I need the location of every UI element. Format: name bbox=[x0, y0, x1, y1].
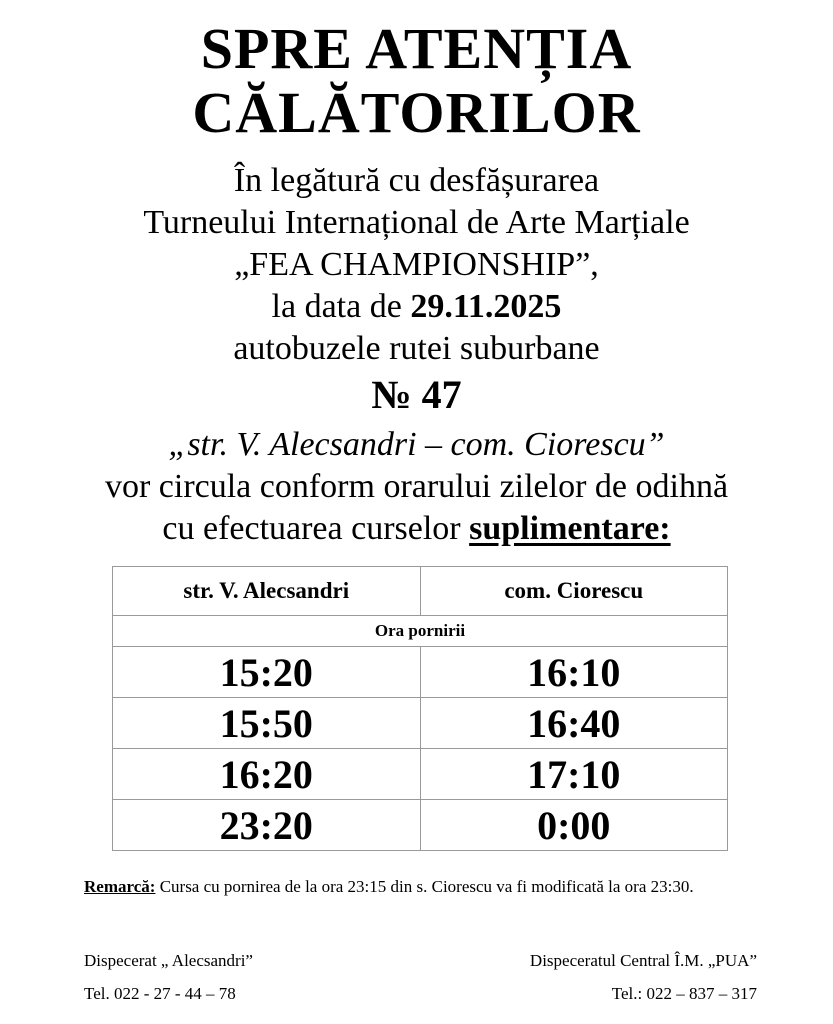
title-line-1: SPRE ATENȚIA bbox=[200, 16, 633, 81]
footer-left-phone: Tel. 022 - 27 - 44 – 78 bbox=[84, 984, 236, 1003]
departure-time-alecsandri: 16:20 bbox=[113, 749, 421, 800]
notice-line-7 bbox=[0, 508, 833, 550]
notice-line-1: În legătură cu desfășurarea bbox=[233, 162, 600, 199]
notice-date-line bbox=[0, 286, 833, 328]
footer-right-phone: Tel.: 022 – 837 – 317 bbox=[611, 984, 757, 1003]
event-name: „FEA CHAMPIONSHIP”, bbox=[234, 246, 599, 283]
table-row bbox=[113, 800, 728, 851]
departure-time-alecsandri: 23:20 bbox=[113, 800, 421, 851]
schedule-header-row bbox=[113, 567, 728, 616]
title-line-2: CĂLĂTORILOR bbox=[192, 80, 641, 145]
table-row bbox=[113, 698, 728, 749]
departure-time-ciorescu: 17:10 bbox=[420, 749, 728, 800]
remark-text: Cursa cu pornirea de la ora 23:15 din s. Ciorescu va fi modificată la ora 23:30. bbox=[155, 877, 694, 896]
notice-line-6: vor circula conform orarului zilelor de odihnă bbox=[104, 468, 729, 505]
extra-trips-emphasis: suplimentare: bbox=[469, 510, 671, 547]
extra-trips-prefix: cu efectuarea curselor bbox=[162, 510, 470, 547]
departure-time-ciorescu: 0:00 bbox=[420, 800, 728, 851]
departure-time-alecsandri: 15:20 bbox=[113, 647, 421, 698]
remark-note bbox=[84, 874, 764, 900]
departure-time-alecsandri: 15:50 bbox=[113, 698, 421, 749]
table-row bbox=[113, 749, 728, 800]
schedule-table bbox=[112, 566, 728, 851]
departure-time-ciorescu: 16:40 bbox=[420, 698, 728, 749]
date-prefix: la data de bbox=[271, 288, 411, 325]
notice-line-5: autobuzele rutei suburbane bbox=[233, 330, 600, 367]
notice-line-2: Turneului Internațional de Arte Marțiale bbox=[143, 204, 690, 241]
schedule-subheader-row bbox=[113, 616, 728, 647]
event-date: 29.11.2025 bbox=[410, 288, 562, 325]
remark-label: Remarcă: bbox=[84, 877, 156, 896]
footer-left-dispatcher: Dispecerat „ Alecsandri” bbox=[84, 951, 253, 970]
table-row bbox=[113, 647, 728, 698]
column-header-alecsandri: str. V. Alecsandri bbox=[113, 567, 421, 616]
footer-right-dispatcher: Dispeceratul Central Î.M. „PUA” bbox=[529, 951, 757, 970]
departure-time-label: Ora pornirii bbox=[113, 616, 728, 647]
route-name: „str. V. Alecsandri – com. Ciorescu” bbox=[168, 426, 665, 463]
column-header-ciorescu: com. Ciorescu bbox=[420, 567, 728, 616]
departure-time-ciorescu: 16:10 bbox=[420, 647, 728, 698]
route-number: № 47 bbox=[371, 372, 462, 417]
